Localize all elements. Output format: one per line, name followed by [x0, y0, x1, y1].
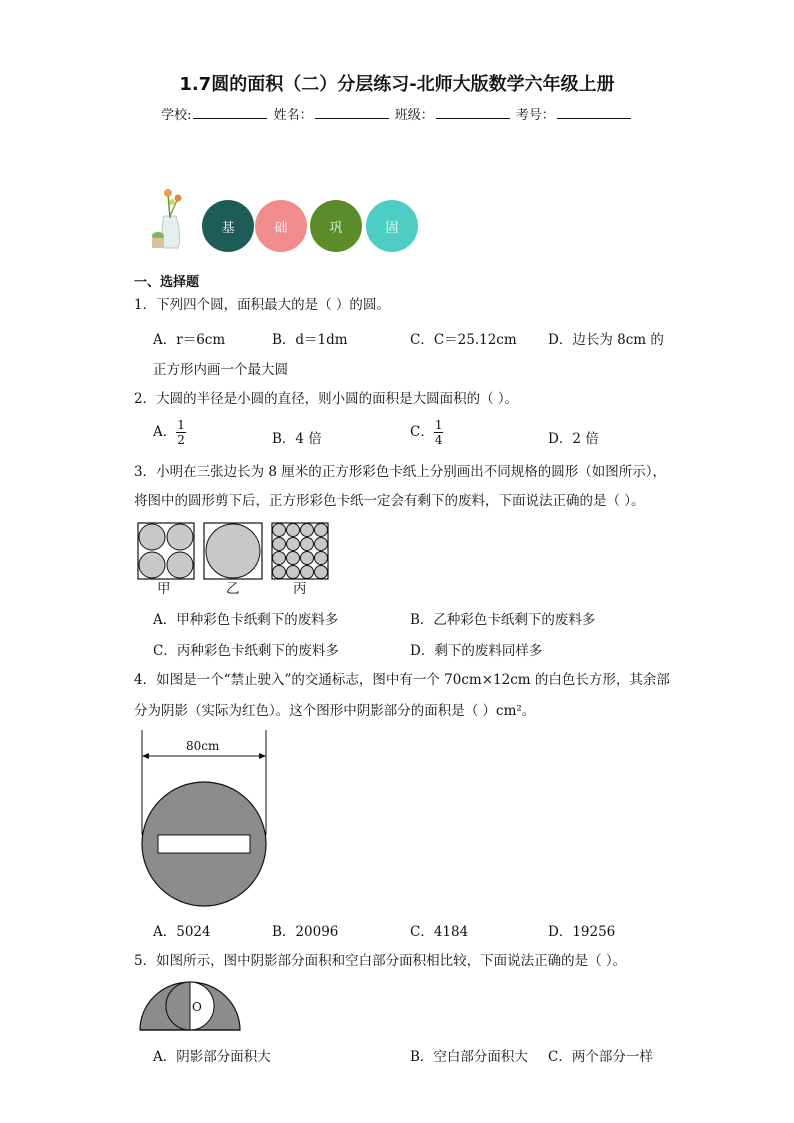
q3-line1: 3．小明在三张边长为 8 厘米的正方形彩色卡纸上分别画出不同规格的圆形（如图所示），: [134, 464, 667, 480]
q3-figure-yi: [204, 523, 262, 579]
q5-center-label: O: [192, 1000, 202, 1014]
q2-fraction-c: $\frac{1}{4}$: [434, 418, 443, 447]
small-circle: [273, 552, 286, 565]
small-circle: [315, 538, 328, 551]
q3-figure-jia: [138, 523, 194, 579]
name-label: 姓名：: [273, 108, 313, 123]
q1-text: 1．下列四个圆，面积最大的是（ ）的圆。: [134, 297, 390, 313]
q3-option-b[interactable]: B．乙种彩色卡纸剩下的废料多: [410, 612, 596, 628]
small-circle: [301, 524, 314, 537]
banner-circle-2: 础: [255, 200, 307, 252]
school-label: 学校:: [161, 108, 192, 123]
small-circle: [315, 524, 328, 537]
exam-no-label: 考号：: [515, 108, 555, 123]
section-title: 一、选择题: [134, 275, 200, 290]
q1-option-a[interactable]: A．r＝6cm: [153, 332, 226, 348]
q1-option-d-cont: 正方形内画一个最大圆: [153, 362, 288, 378]
small-circle: [301, 566, 314, 579]
student-info-line: [0, 104, 794, 123]
banner-circle-4: 固: [366, 200, 418, 252]
small-circle: [287, 538, 300, 551]
q4-option-a[interactable]: A．5024: [153, 924, 211, 940]
q4-line1: 4．如图是一个“禁止驶入”的交通标志，图中有一个 70cm×12cm 的白色长方形，其余部: [134, 672, 670, 688]
small-circle: [273, 524, 286, 537]
q3-option-a[interactable]: A．甲种彩色卡纸剩下的废料多: [153, 612, 339, 628]
q1-option-b[interactable]: B．d＝1dm: [272, 332, 348, 348]
small-circle: [287, 552, 300, 565]
banner-circle-3: 巩: [310, 200, 362, 252]
small-circle: [273, 538, 286, 551]
banner-circle-1: 基: [202, 200, 254, 252]
class-blank[interactable]: [436, 106, 510, 119]
q2-option-b[interactable]: B．4 倍: [272, 431, 322, 447]
small-circle: [287, 524, 300, 537]
q4-option-c[interactable]: C．4184: [410, 924, 469, 940]
q5-option-b[interactable]: B．空白部分面积大: [410, 1049, 528, 1065]
exam-no-blank[interactable]: [557, 106, 631, 119]
school-blank[interactable]: [193, 106, 267, 119]
q2-option-d[interactable]: D．2 倍: [548, 431, 599, 447]
q5-semicircle-figure: [138, 980, 242, 1034]
q3-option-d[interactable]: D．剩下的废料同样多: [410, 643, 543, 659]
q4-option-b[interactable]: B．20096: [272, 924, 339, 940]
class-label: 班级：: [394, 108, 434, 123]
page-title: 1.7圆的面积（二）分层练习-北师大版数学六年级上册: [179, 74, 615, 95]
q2-option-c[interactable]: C． $\frac{1}{4}$: [410, 418, 443, 447]
q4-no-entry-sign-figure: [136, 730, 276, 910]
q3-line2: 将图中的圆形剪下后，正方形彩色卡纸一定会有剩下的废料，下面说法正确的是（ ）。: [134, 493, 645, 509]
name-blank[interactable]: [315, 106, 389, 119]
q5-option-c[interactable]: C．两个部分一样: [548, 1049, 653, 1065]
q3-option-c[interactable]: C．丙种彩色卡纸剩下的废料多: [153, 643, 339, 659]
q2-fraction-a: $\frac{1}{2}$: [177, 418, 185, 447]
q5-option-a[interactable]: A．阴影部分面积大: [153, 1049, 271, 1065]
small-circle: [301, 552, 314, 565]
small-circle: [287, 566, 300, 579]
q1-option-c[interactable]: C．C＝25.12cm: [410, 332, 517, 348]
q5-text: 5．如图所示，图中阴影部分面积和空白部分面积相比较，下面说法正确的是（ ）。: [134, 953, 627, 969]
q2-option-a[interactable]: A． $\frac{1}{2}$: [153, 418, 185, 447]
q3-label-yi: 乙: [226, 581, 240, 597]
q4-line2: 分为阴影（实际为红色）。这个图形中阴影部分的面积是（ ）cm²。: [134, 703, 536, 719]
q3-label-bing: 丙: [293, 581, 307, 597]
q3-figure-bing: [272, 523, 328, 579]
small-circle: [315, 552, 328, 565]
small-circle: [315, 566, 328, 579]
q4-dimension-label: 80cm: [186, 739, 220, 753]
plant-vase-icon: [146, 186, 194, 254]
small-circle: [273, 566, 286, 579]
q2-text: 2．大圆的半径是小圆的直径，则小圆的面积是大圆面积的（ ）。: [134, 391, 519, 407]
q1-option-d[interactable]: D．边长为 8cm 的: [548, 332, 664, 348]
q3-label-jia: 甲: [157, 581, 171, 597]
small-circle: [301, 538, 314, 551]
q4-option-d[interactable]: D．19256: [548, 924, 616, 940]
